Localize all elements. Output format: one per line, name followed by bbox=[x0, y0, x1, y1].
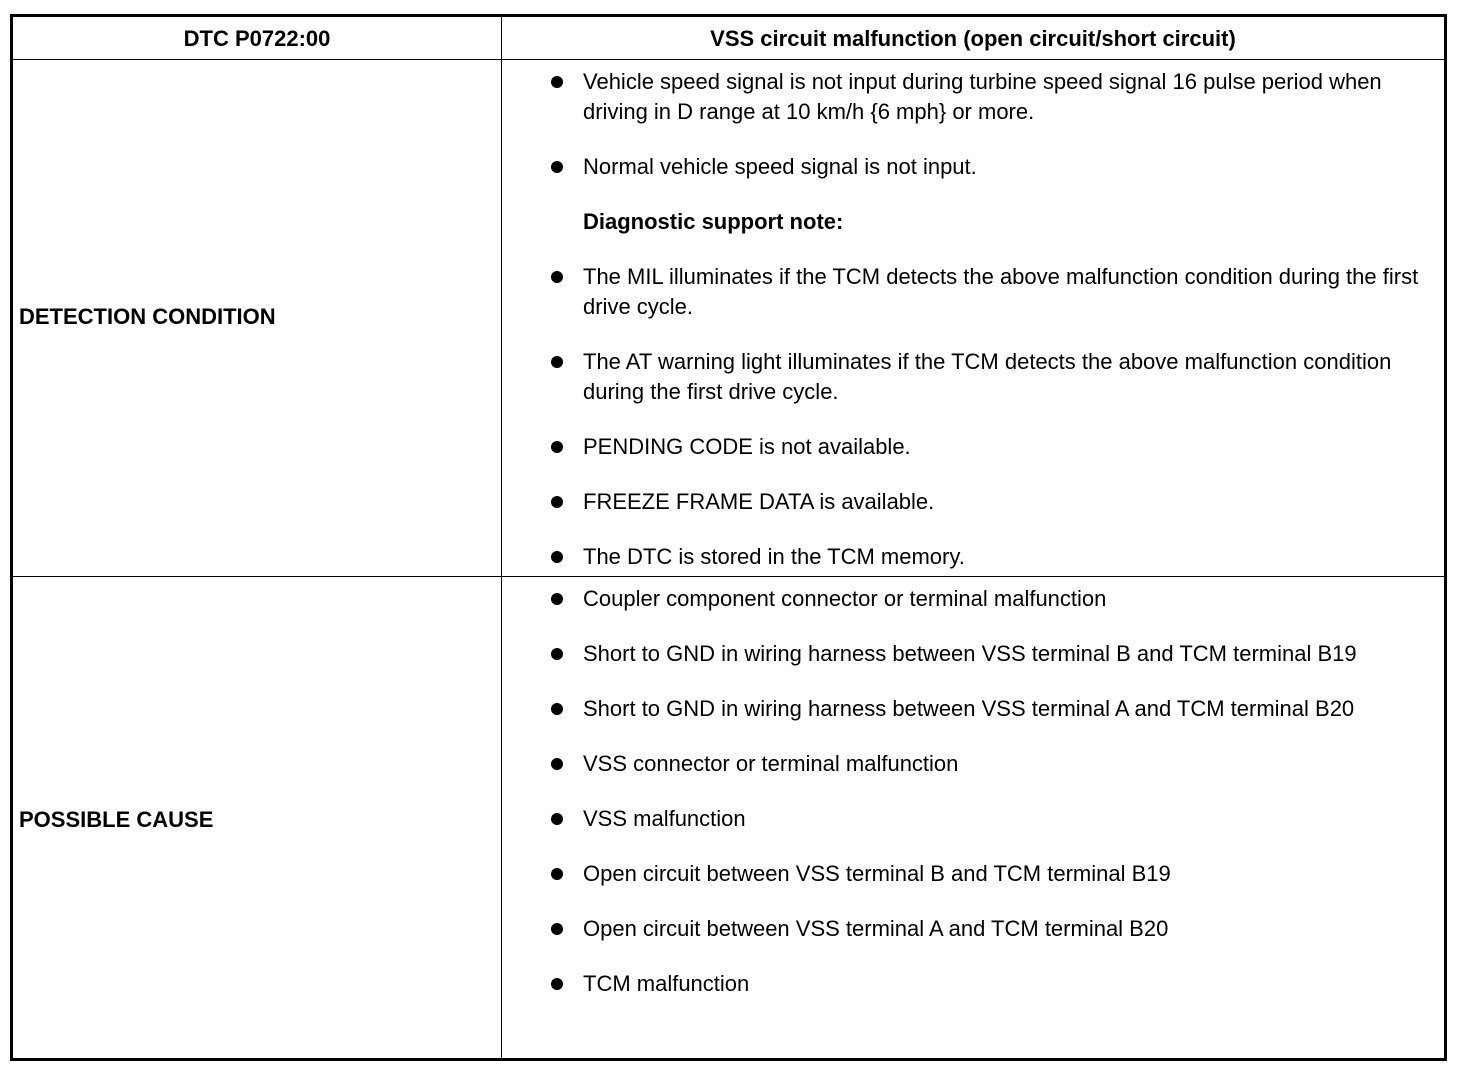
list-item bbox=[551, 694, 1424, 724]
bullet-icon bbox=[551, 76, 563, 88]
list-item-text: The DTC is stored in the TCM memory. bbox=[583, 544, 965, 569]
list-item-text: Normal vehicle speed signal is not input. bbox=[583, 154, 977, 179]
bullet-icon bbox=[551, 356, 563, 368]
bullet-icon bbox=[551, 551, 563, 563]
list-item bbox=[551, 152, 1424, 182]
bullet-icon bbox=[551, 496, 563, 508]
list-item-text: VSS connector or terminal malfunction bbox=[583, 751, 959, 776]
bullet-icon bbox=[551, 271, 563, 283]
column-divider bbox=[501, 17, 502, 1058]
diagnostic-note-heading bbox=[551, 207, 1424, 237]
list-item bbox=[551, 262, 1424, 322]
list-item bbox=[551, 584, 1424, 614]
list-item-text: The MIL illuminates if the TCM detects the above malfunction condition during the first drive cycle. bbox=[583, 264, 1419, 319]
list-item bbox=[551, 487, 1424, 517]
list-item bbox=[551, 542, 1424, 572]
list-item-text: TCM malfunction bbox=[583, 971, 750, 996]
list-item-text: FREEZE FRAME DATA is available. bbox=[583, 489, 935, 514]
bullet-icon bbox=[551, 703, 563, 715]
list-item-text: PENDING CODE is not available. bbox=[583, 434, 911, 459]
bullet-icon bbox=[551, 758, 563, 770]
list-item-text: Short to GND in wiring harness between VSS terminal B and TCM terminal B19 bbox=[583, 641, 1357, 666]
bullet-icon bbox=[551, 161, 563, 173]
detection-condition-list bbox=[551, 67, 1424, 597]
list-item-text: The AT warning light illuminates if the TCM detects the above malfunction condition during the first drive cycle. bbox=[583, 349, 1392, 404]
possible-cause-label: POSSIBLE CAUSE bbox=[19, 807, 214, 832]
list-item-text: Short to GND in wiring harness between VSS terminal A and TCM terminal B20 bbox=[583, 696, 1355, 721]
dtc-description-header: VSS circuit malfunction (open circuit/short circuit) bbox=[710, 25, 1236, 51]
list-item bbox=[551, 914, 1424, 944]
bullet-icon bbox=[551, 648, 563, 660]
list-item bbox=[551, 859, 1424, 889]
bullet-icon bbox=[551, 923, 563, 935]
list-item-text: Open circuit between VSS terminal B and TCM terminal B19 bbox=[583, 861, 1171, 886]
list-item-text: Vehicle speed signal is not input during turbine speed signal 16 pulse period when driving in D range at 10 km/h {6 mph} or more. bbox=[583, 69, 1382, 124]
dtc-table bbox=[10, 14, 1447, 1061]
bullet-icon bbox=[551, 813, 563, 825]
possible-cause-list bbox=[551, 584, 1424, 1024]
list-item bbox=[551, 347, 1424, 407]
list-item bbox=[551, 67, 1424, 127]
list-item bbox=[551, 432, 1424, 462]
list-item-text: Open circuit between VSS terminal A and TCM terminal B20 bbox=[583, 916, 1169, 941]
list-item bbox=[551, 804, 1424, 834]
list-item bbox=[551, 969, 1424, 999]
list-item-text: VSS malfunction bbox=[583, 806, 746, 831]
dtc-code-header: DTC P0722:00 bbox=[183, 25, 331, 51]
list-item-text: Diagnostic support note: bbox=[583, 209, 844, 234]
detection-condition-label: DETECTION CONDITION bbox=[19, 304, 276, 329]
list-item bbox=[551, 639, 1424, 669]
list-item-text: Coupler component connector or terminal malfunction bbox=[583, 586, 1107, 611]
list-item bbox=[551, 749, 1424, 779]
bullet-icon bbox=[551, 868, 563, 880]
bullet-icon bbox=[551, 441, 563, 453]
bullet-icon bbox=[551, 978, 563, 990]
bullet-icon bbox=[551, 593, 563, 605]
